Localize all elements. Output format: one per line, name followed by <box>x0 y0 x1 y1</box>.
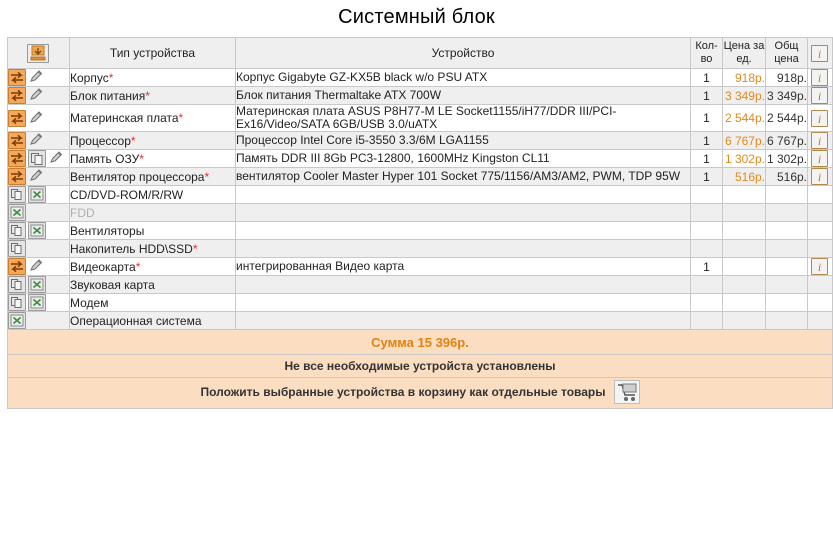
unit-price-value <box>723 240 766 258</box>
total-price-value: 516р. <box>766 168 808 186</box>
swap-icon[interactable] <box>8 69 26 86</box>
device-type-label <box>70 312 236 330</box>
table-row <box>8 87 833 105</box>
info-icon[interactable] <box>811 258 828 275</box>
device-name <box>236 312 691 330</box>
svg-text:i: i <box>817 111 821 126</box>
device-name: Процессор Intel Core i5-3550 3.3/6M LGA1155 <box>236 132 691 150</box>
row-info-cell <box>808 168 833 186</box>
row-info-cell <box>808 132 833 150</box>
quantity-value: 1 <box>691 87 723 105</box>
device-type-label <box>70 132 236 150</box>
device-name: Память DDR III 8Gb PC3-12800, 1600MHz Kingston CL11 <box>236 150 691 168</box>
table-footer <box>8 330 833 409</box>
cart-row <box>8 378 833 409</box>
warning-message: Не все необходимые устройста установлены <box>8 355 833 378</box>
edit-icon[interactable] <box>28 87 46 104</box>
required-marker: * <box>130 133 136 148</box>
row-actions <box>8 222 70 240</box>
svg-text:i: i <box>817 170 821 184</box>
table-row <box>8 312 833 330</box>
row-info-cell <box>808 204 833 222</box>
row-actions <box>8 186 70 204</box>
row-actions <box>8 240 70 258</box>
svg-text:i: i <box>817 71 821 85</box>
device-type-text: Операционная система <box>70 313 202 328</box>
row-info-cell <box>808 87 833 105</box>
row-info-cell <box>808 240 833 258</box>
device-type-text: Блок питания <box>70 88 146 103</box>
edit-icon[interactable] <box>28 69 46 86</box>
total-price-value <box>766 186 808 204</box>
header-actions <box>8 38 70 69</box>
swap-icon[interactable] <box>8 258 26 275</box>
device-type-label <box>70 240 236 258</box>
device-type-text: Модем <box>70 295 109 310</box>
clear-icon[interactable] <box>28 276 46 293</box>
row-actions <box>8 258 70 276</box>
table-row <box>8 276 833 294</box>
table-row <box>8 150 833 168</box>
device-type-label <box>70 204 236 222</box>
edit-icon[interactable] <box>28 110 46 127</box>
device-type-label <box>70 276 236 294</box>
quantity-value: 1 <box>691 168 723 186</box>
table-body <box>8 69 833 330</box>
row-actions <box>8 150 70 168</box>
table-row <box>8 186 833 204</box>
row-actions <box>8 69 70 87</box>
total-price-value <box>766 240 808 258</box>
row-actions <box>8 294 70 312</box>
total-price-value: 1 302р. <box>766 151 807 166</box>
total-price-value: 2 544р. <box>766 105 808 132</box>
add-icon[interactable] <box>8 222 26 239</box>
header-total: Общ цена <box>766 38 808 69</box>
info-icon[interactable] <box>811 45 828 62</box>
total-price-value <box>766 258 808 276</box>
row-info-cell <box>808 294 833 312</box>
cart-icon[interactable] <box>614 380 640 404</box>
quantity-value <box>691 240 723 258</box>
device-type-text: Вентилятор процессора <box>70 169 205 184</box>
cart-label: Положить выбранные устройства в корзину как отдельные товары <box>200 385 606 399</box>
device-name: Материнская плата ASUS P8H77-M LE Socket1155/iH77/DDR III/PCI-Ex16/Video/SATA 6GB/USB 3.0/uATX <box>236 105 691 132</box>
row-info-cell <box>808 258 833 276</box>
unit-price-value <box>723 258 766 276</box>
unit-price-value <box>723 294 766 312</box>
unit-price-value: 2 544р. <box>723 105 766 132</box>
unit-price-value <box>723 222 766 240</box>
device-type-label <box>70 105 236 132</box>
clear-icon[interactable] <box>28 222 46 239</box>
info-icon[interactable] <box>811 150 828 167</box>
unit-price-value: 516р. <box>723 168 766 186</box>
add-icon[interactable] <box>8 240 26 257</box>
table-row <box>8 204 833 222</box>
clear-icon[interactable] <box>28 294 46 311</box>
table-row <box>8 132 833 150</box>
total-price-value <box>766 312 808 330</box>
svg-text:i: i <box>817 134 821 148</box>
svg-text:i: i <box>817 46 821 61</box>
info-icon[interactable] <box>811 69 828 86</box>
clear-icon[interactable] <box>28 186 46 203</box>
table-header <box>8 38 833 69</box>
device-name <box>236 222 691 240</box>
quantity-value <box>691 204 723 222</box>
device-type-label <box>70 294 236 312</box>
device-type-text: Корпус <box>70 70 109 85</box>
table-row <box>8 222 833 240</box>
unit-price-value: 6 767р. <box>723 132 766 150</box>
swap-icon[interactable] <box>8 168 26 185</box>
row-actions <box>8 312 70 330</box>
header-price: Цена за ед. <box>723 38 766 69</box>
header-device: Устройство <box>236 38 691 69</box>
header-type: Тип устройства <box>70 38 236 69</box>
svg-text:i: i <box>817 152 821 166</box>
add-icon[interactable] <box>8 186 26 203</box>
edit-icon[interactable] <box>48 150 66 167</box>
total-price-value: 6 767р. <box>766 133 807 148</box>
device-type-label <box>70 222 236 240</box>
device-type-label <box>70 150 236 168</box>
row-actions <box>8 204 70 222</box>
row-actions <box>8 87 70 105</box>
device-type-text: Накопитель HDD\SSD <box>70 241 193 256</box>
device-type-label <box>70 186 236 204</box>
device-name: вентилятор Cooler Master Hyper 101 Socket 775/1156/AM3/AM2, PWM, TDP 95W <box>236 168 691 186</box>
total-price-value <box>766 276 808 294</box>
required-marker: * <box>192 241 198 256</box>
clear-icon[interactable] <box>8 204 26 221</box>
required-marker: * <box>135 259 141 274</box>
table-row <box>8 258 833 276</box>
quantity-value: 1 <box>691 258 723 276</box>
quantity-value: 1 <box>691 105 723 132</box>
unit-price-value: 3 349р. <box>723 87 766 105</box>
total-price-value <box>766 204 808 222</box>
info-icon[interactable] <box>811 168 828 185</box>
device-type-text: CD/DVD-ROM/R/RW <box>70 187 184 202</box>
header-qty: Кол-во <box>691 38 723 69</box>
svg-text:i: i <box>817 89 821 103</box>
device-type-label <box>70 168 236 186</box>
device-type-text: Материнская плата <box>70 111 179 125</box>
add-icon[interactable] <box>8 294 26 311</box>
unit-price-value: 1 302р. <box>723 150 766 168</box>
clear-icon[interactable] <box>8 312 26 329</box>
table-row <box>8 240 833 258</box>
device-type-text: Звуковая карта <box>70 277 155 292</box>
device-type-label <box>70 69 236 87</box>
table-row <box>8 168 833 186</box>
copy-icon[interactable] <box>28 150 46 167</box>
device-name <box>236 240 691 258</box>
table-row <box>8 294 833 312</box>
required-marker: * <box>139 151 144 166</box>
device-name: Блок питания Thermaltake ATX 700W <box>236 87 691 105</box>
quantity-value <box>691 312 723 330</box>
row-info-cell <box>808 69 833 87</box>
device-name <box>236 186 691 204</box>
header-info <box>808 38 833 69</box>
row-info-cell <box>808 186 833 204</box>
required-marker: * <box>204 169 210 184</box>
row-actions <box>8 276 70 294</box>
device-name <box>236 276 691 294</box>
edit-icon[interactable] <box>28 132 46 149</box>
device-type-text: FDD <box>70 205 95 220</box>
device-name <box>236 204 691 222</box>
device-type-text: Вентиляторы <box>70 223 145 238</box>
total-price-value <box>766 222 808 240</box>
row-actions <box>8 168 70 186</box>
row-info-cell <box>808 312 833 330</box>
table-row <box>8 69 833 87</box>
row-info-cell <box>808 105 833 132</box>
add-icon[interactable] <box>8 276 26 293</box>
info-icon[interactable] <box>811 110 828 127</box>
swap-icon[interactable] <box>8 132 26 149</box>
unit-price-value <box>723 276 766 294</box>
row-info-cell <box>808 150 833 168</box>
quantity-value <box>691 294 723 312</box>
device-type-label <box>70 258 236 276</box>
sum-label: Сумма 15 396р. <box>8 330 833 355</box>
unit-price-value: 918р. <box>723 69 766 87</box>
total-price-value <box>766 294 808 312</box>
info-icon[interactable] <box>811 132 828 149</box>
table-row <box>8 105 833 132</box>
row-info-cell <box>808 276 833 294</box>
row-actions <box>8 132 70 150</box>
device-type-text: Процессор <box>70 133 131 148</box>
swap-icon[interactable] <box>8 110 26 127</box>
row-actions <box>8 105 70 132</box>
unit-price-value <box>723 186 766 204</box>
quantity-value <box>691 276 723 294</box>
quantity-value <box>691 222 723 240</box>
device-type-text: Память ОЗУ <box>70 151 140 166</box>
page-title: Системный блок <box>338 6 495 28</box>
required-marker: * <box>178 111 184 125</box>
quantity-value: 1 <box>691 132 723 150</box>
svg-text:i: i <box>817 260 821 274</box>
info-icon[interactable] <box>811 87 828 104</box>
row-info-cell <box>808 222 833 240</box>
unit-price-value <box>723 312 766 330</box>
swap-icon[interactable] <box>8 150 26 167</box>
device-type-label <box>70 87 236 105</box>
total-price-value: 3 349р. <box>766 88 807 103</box>
quantity-value <box>691 186 723 204</box>
edit-icon[interactable] <box>28 258 46 275</box>
swap-icon[interactable] <box>8 87 26 104</box>
download-icon[interactable] <box>27 44 49 63</box>
required-marker: * <box>108 70 114 85</box>
edit-icon[interactable] <box>28 168 46 185</box>
device-name: Корпус Gigabyte GZ-KX5B black w/o PSU ATX <box>236 69 691 87</box>
unit-price-value <box>723 204 766 222</box>
quantity-value: 1 <box>691 69 723 87</box>
required-marker: * <box>145 88 150 103</box>
quantity-value: 1 <box>691 150 723 168</box>
device-type-text: Видеокарта <box>70 259 136 274</box>
total-price-value: 918р. <box>766 69 808 87</box>
device-name: интегрированная Видео карта <box>236 258 691 276</box>
device-name <box>236 294 691 312</box>
configuration-table <box>7 37 833 409</box>
